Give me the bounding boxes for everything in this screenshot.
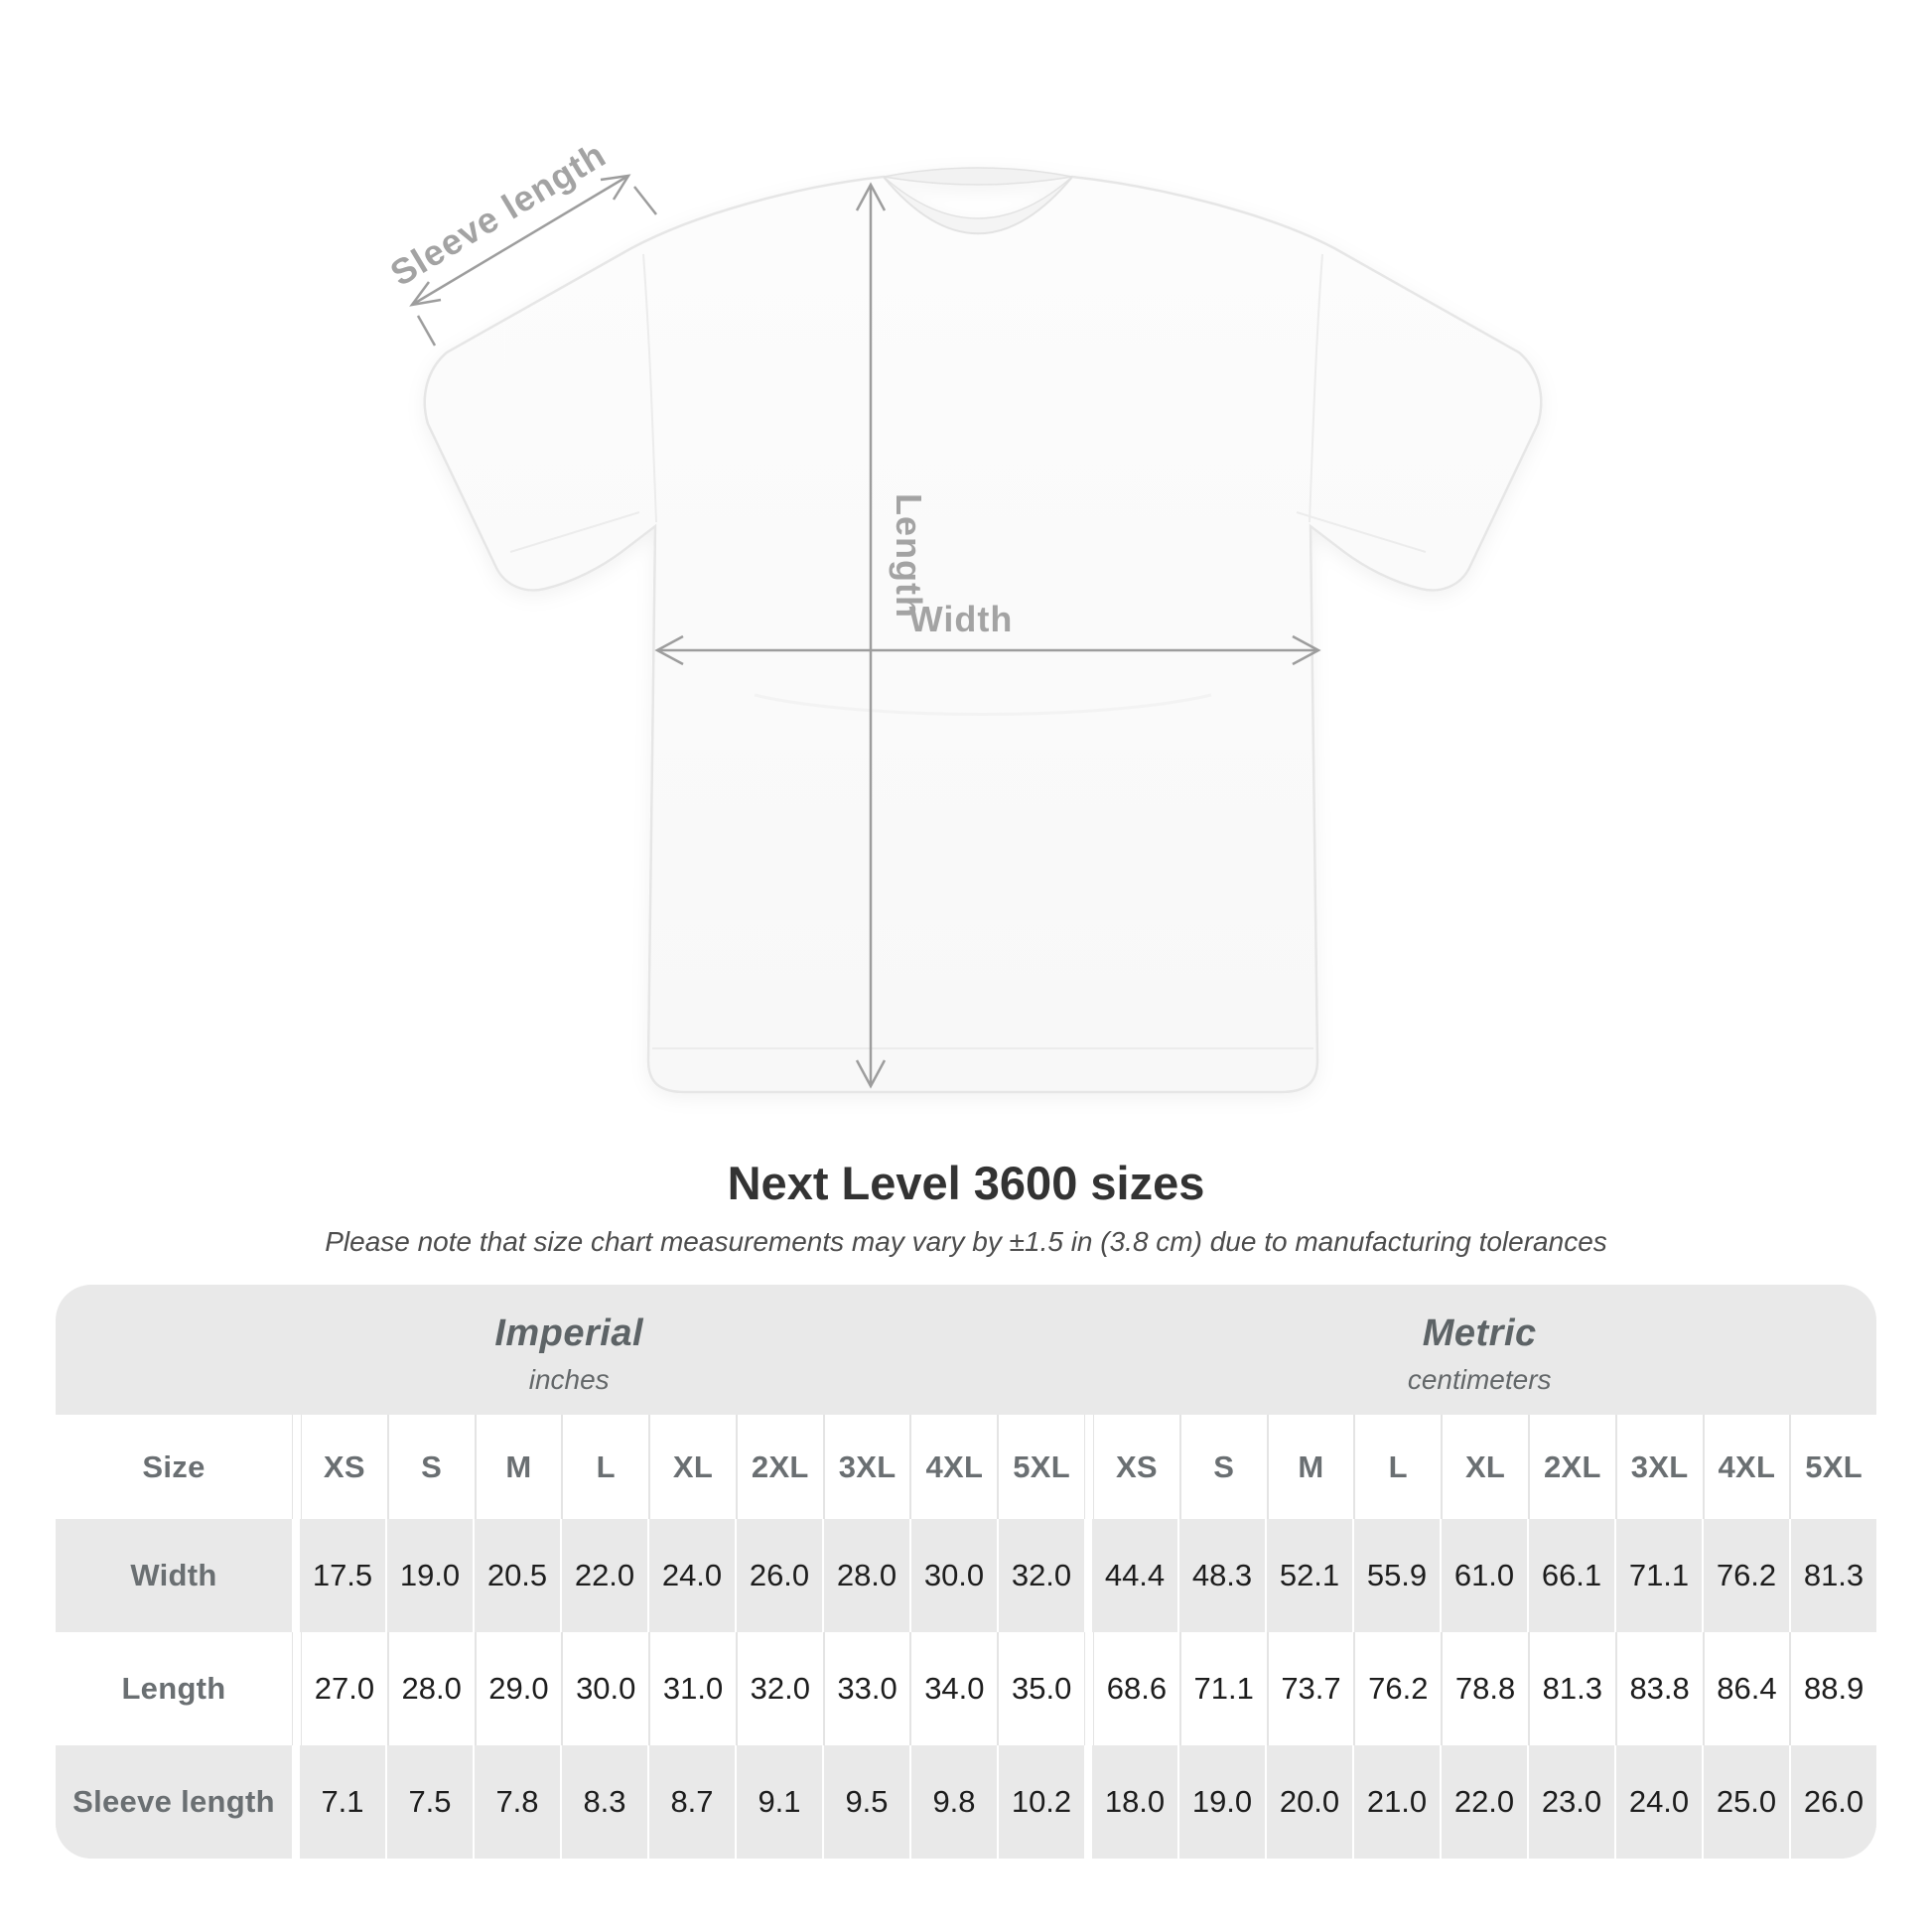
value-cell: 24.0 (647, 1519, 735, 1632)
value-cell: 31.0 (648, 1632, 736, 1745)
value-cell: 76.2 (1702, 1519, 1789, 1632)
size-header-cell: XL (1441, 1415, 1528, 1519)
value-cell: 23.0 (1527, 1745, 1614, 1859)
table-row-sleeve-length (56, 1745, 1876, 1859)
value-cell: 44.4 (1104, 1558, 1166, 1592)
size-header-cell: L (561, 1415, 648, 1519)
size-header-cell: 5XL (1789, 1415, 1876, 1519)
value-cell: 28.0 (822, 1519, 909, 1632)
row-label: Width (130, 1558, 217, 1592)
size-header-cell: 2XL (1528, 1415, 1615, 1519)
page-title: Next Level 3600 sizes (727, 1157, 1205, 1209)
value-cell: 18.0 (1104, 1784, 1166, 1819)
size-header-cell: S (1179, 1415, 1267, 1519)
row-label: Length (121, 1671, 226, 1706)
table-row-width (56, 1519, 1876, 1632)
group-divider (1084, 1519, 1092, 1632)
size-chart-card (56, 1285, 1876, 1859)
value-cell: 9.1 (735, 1745, 822, 1859)
value-cell: 71.1 (1614, 1519, 1702, 1632)
width-label: Width (908, 599, 1014, 639)
value-cell: 66.1 (1527, 1519, 1614, 1632)
imperial-group-header (56, 1285, 1082, 1415)
value-cell: 9.5 (822, 1745, 909, 1859)
metric-group-unit: centimeters (1407, 1363, 1552, 1395)
length-label: Length (889, 493, 929, 619)
value-cell: 52.1 (1265, 1519, 1352, 1632)
imperial-group-title: Imperial (494, 1311, 644, 1354)
value-cell: 30.0 (909, 1519, 997, 1632)
value-cell: 22.0 (560, 1519, 647, 1632)
collar-back (884, 168, 1072, 185)
value-cell: 73.7 (1267, 1632, 1354, 1745)
size-header-cell: 4XL (1703, 1415, 1790, 1519)
value-cell: 88.9 (1789, 1632, 1876, 1745)
group-divider (292, 1632, 302, 1745)
value-cell: 78.8 (1441, 1632, 1528, 1745)
value-cell: 8.7 (647, 1745, 735, 1859)
group-divider (292, 1415, 302, 1519)
value-cell: 86.4 (1703, 1632, 1790, 1745)
group-divider (292, 1519, 300, 1632)
value-cell: 25.0 (1702, 1745, 1789, 1859)
value-cell: 29.0 (475, 1632, 562, 1745)
size-table (56, 1415, 1876, 1859)
group-divider (292, 1745, 300, 1859)
value-cell: 71.1 (1179, 1632, 1267, 1745)
value-cell: 10.2 (997, 1745, 1084, 1859)
value-cell: 26.0 (735, 1519, 822, 1632)
size-header-cell: M (475, 1415, 562, 1519)
row-label: Sleeve length (72, 1784, 275, 1819)
title-block (0, 1156, 1932, 1259)
table-row-length (56, 1632, 1876, 1745)
value-cell: 19.0 (1177, 1745, 1265, 1859)
value-cell: 9.8 (909, 1745, 997, 1859)
value-cell: 83.8 (1615, 1632, 1703, 1745)
metric-group-title: Metric (1422, 1311, 1537, 1354)
metric-group-header (1082, 1285, 1876, 1415)
value-cell: 24.0 (1614, 1745, 1702, 1859)
value-cell: 7.1 (321, 1784, 364, 1819)
size-header-cell: XS (1115, 1449, 1158, 1484)
value-cell: 21.0 (1352, 1745, 1440, 1859)
value-cell: 8.3 (560, 1745, 647, 1859)
value-cell: 33.0 (823, 1632, 910, 1745)
group-divider (1084, 1745, 1092, 1859)
value-cell: 7.5 (385, 1745, 473, 1859)
value-cell: 7.8 (473, 1745, 560, 1859)
value-cell: 55.9 (1352, 1519, 1440, 1632)
size-header-cell: 4XL (909, 1415, 997, 1519)
value-cell: 81.3 (1789, 1519, 1876, 1632)
tolerance-note: Please note that size chart measurements may vary by ±1.5 in (3.8 cm) due to manufacturing tolerances (325, 1226, 1607, 1257)
value-cell: 20.5 (473, 1519, 560, 1632)
size-header-cell: XS (323, 1449, 365, 1484)
value-cell: 48.3 (1177, 1519, 1265, 1632)
imperial-group-unit: inches (528, 1363, 610, 1395)
size-header-cell: XL (648, 1415, 736, 1519)
value-cell: 22.0 (1440, 1745, 1527, 1859)
value-cell: 30.0 (561, 1632, 648, 1745)
value-cell: 19.0 (385, 1519, 473, 1632)
size-column-header: Size (142, 1449, 206, 1484)
group-divider (1084, 1415, 1094, 1519)
value-cell: 34.0 (909, 1632, 997, 1745)
size-header-cell: L (1353, 1415, 1441, 1519)
group-divider (1084, 1632, 1094, 1745)
size-header-cell: M (1267, 1415, 1354, 1519)
size-header-cell: 3XL (823, 1415, 910, 1519)
value-cell: 17.5 (312, 1558, 373, 1592)
value-cell: 61.0 (1440, 1519, 1527, 1632)
value-cell: 32.0 (997, 1519, 1084, 1632)
value-cell: 76.2 (1353, 1632, 1441, 1745)
size-header-cell: S (387, 1415, 475, 1519)
value-cell: 28.0 (387, 1632, 475, 1745)
value-cell: 27.0 (314, 1671, 375, 1706)
size-header-cell: 2XL (736, 1415, 823, 1519)
size-header-cell: 3XL (1615, 1415, 1703, 1519)
value-cell: 32.0 (736, 1632, 823, 1745)
value-cell: 35.0 (997, 1632, 1084, 1745)
unit-groups-band (56, 1285, 1876, 1415)
size-header-cell: 5XL (997, 1415, 1084, 1519)
sleeve-length-label: Sleeve length (382, 133, 614, 294)
value-cell: 26.0 (1789, 1745, 1876, 1859)
table-header-row (56, 1415, 1876, 1519)
value-cell: 20.0 (1265, 1745, 1352, 1859)
value-cell: 81.3 (1528, 1632, 1615, 1745)
value-cell: 68.6 (1106, 1671, 1168, 1706)
